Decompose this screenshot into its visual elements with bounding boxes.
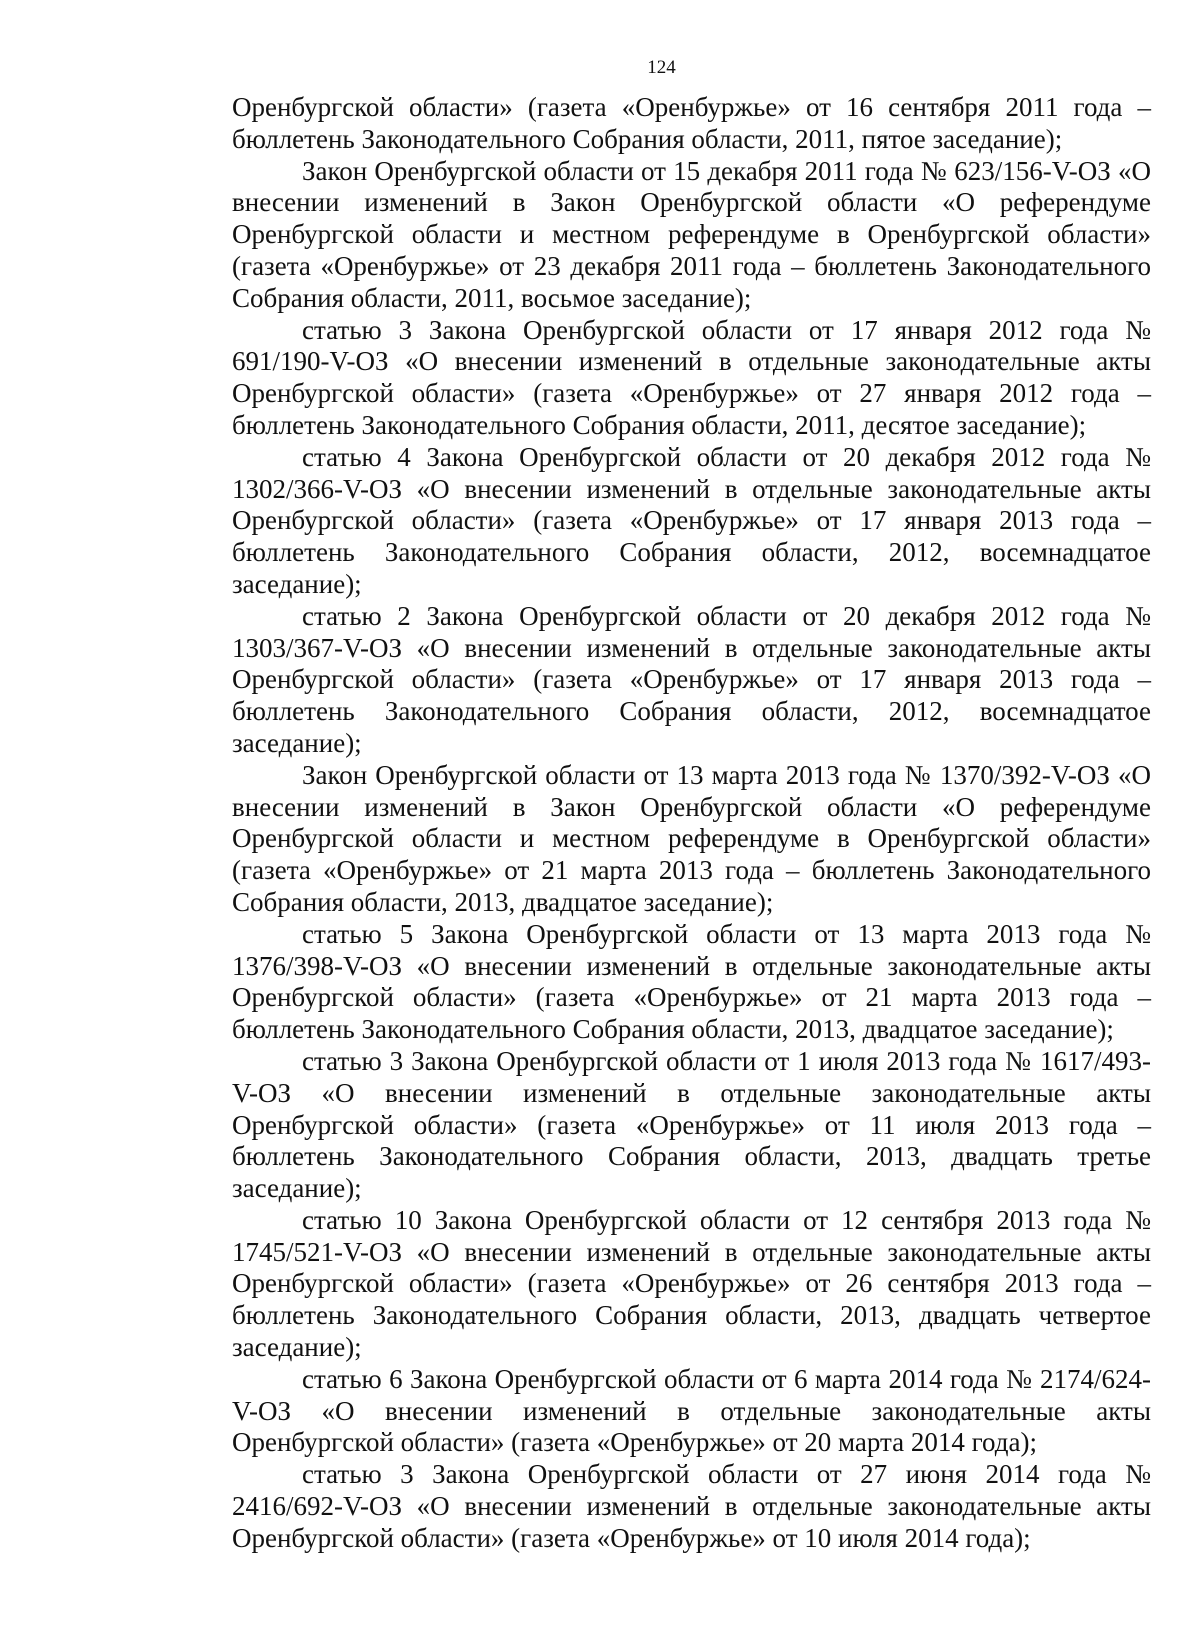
page-number: 124 xyxy=(647,57,676,78)
paragraph: статью 2 Закона Оренбургской области от 20 декабря 2012 года № 1303/367-V-ОЗ «О внесении изменений в отдельные законодательные акты Оренбургской области» (газета «Оренбуржье» от 17 января 2013 года – бюллетень Законодательного Собрания области, 2012, восемнадцатое заседание); xyxy=(232,600,1151,758)
paragraph: статью 4 Закона Оренбургской области от 20 декабря 2012 года № 1302/366-V-ОЗ «О внесении изменений в отдельные законодательные акты Оренбургской области» (газета «Оренбуржье» от 17 января 2013 года – бюллетень Законодательного Собрания области, 2012, восемнадцатое заседание); xyxy=(232,441,1151,599)
paragraph: статью 3 Закона Оренбургской области от 17 января 2012 года № 691/190-V-ОЗ «О внесении изменений в отдельные законодательные акты Оренбургской области» (газета «Оренбуржье» от 27 января 2012 года – бюллетень Законодательного Собрания области, 2011, десятое заседание); xyxy=(232,314,1151,440)
paragraph: статью 3 Закона Оренбургской области от 27 июня 2014 года № 2416/692-V-ОЗ «О внесении изменений в отдельные законодательные акты Оренбургской области» (газета «Оренбуржье» от 10 июля 2014 года); xyxy=(232,1459,1151,1553)
paragraph: Оренбургской области» (газета «Оренбуржье» от 16 сентября 2011 года – бюллетень Законодательного Собрания области, 2011, пятое заседание); xyxy=(232,92,1151,154)
paragraph: статью 5 Закона Оренбургской области от 13 марта 2013 года № 1376/398-V-ОЗ «О внесении изменений в отдельные законодательные акты Оренбургской области» (газета «Оренбуржье» от 21 марта 2013 года – бюллетень Законодательного Собрания области, 2013, двадцатое заседание); xyxy=(232,918,1151,1045)
paragraph: Закон Оренбургской области от 15 декабря 2011 года № 623/156-V-ОЗ «О внесении изменений в Закон Оренбургской области «О референдуме Оренбургской области и местном референдуме в Оренбургской области» (газета «Оренбуржье» от 23 декабря 2011 года – бюллетень Законодательного Собрания области, 2011, восьмое заседание); xyxy=(232,155,1151,313)
paragraph: статью 10 Закона Оренбургской области от 12 сентября 2013 года № 1745/521-V-ОЗ «О внесении изменений в отдельные законодательные акты Оренбургской области» (газета «Оренбуржье» от 26 сентября 2013 года – бюллетень Законодательного Собрания области, 2013, двадцать четвертое заседание); xyxy=(232,1204,1151,1363)
paragraph: статью 3 Закона Оренбургской области от 1 июля 2013 года № 1617/493-V-ОЗ «О внесении изменений в отдельные законодательные акты Оренбургской области» (газета «Оренбуржье» от 11 июля 2013 года – бюллетень Законодательного Собрания области, 2013, двадцать третье заседание); xyxy=(232,1045,1151,1204)
document-body xyxy=(232,92,1151,1555)
paragraph: статью 6 Закона Оренбургской области от 6 марта 2014 года № 2174/624-V-ОЗ «О внесении изменений в отдельные законодательные акты Оренбургской области» (газета «Оренбуржье» от 20 марта 2014 года); xyxy=(232,1363,1151,1458)
paragraph: Закон Оренбургской области от 13 марта 2013 года № 1370/392-V-ОЗ «О внесении изменений в Закон Оренбургской области «О референдуме Оренбургской области и местном референдуме в Оренбургской области» (газета «Оренбуржье» от 21 марта 2013 года – бюллетень Законодательного Собрания области, 2013, двадцатое заседание); xyxy=(232,759,1151,917)
